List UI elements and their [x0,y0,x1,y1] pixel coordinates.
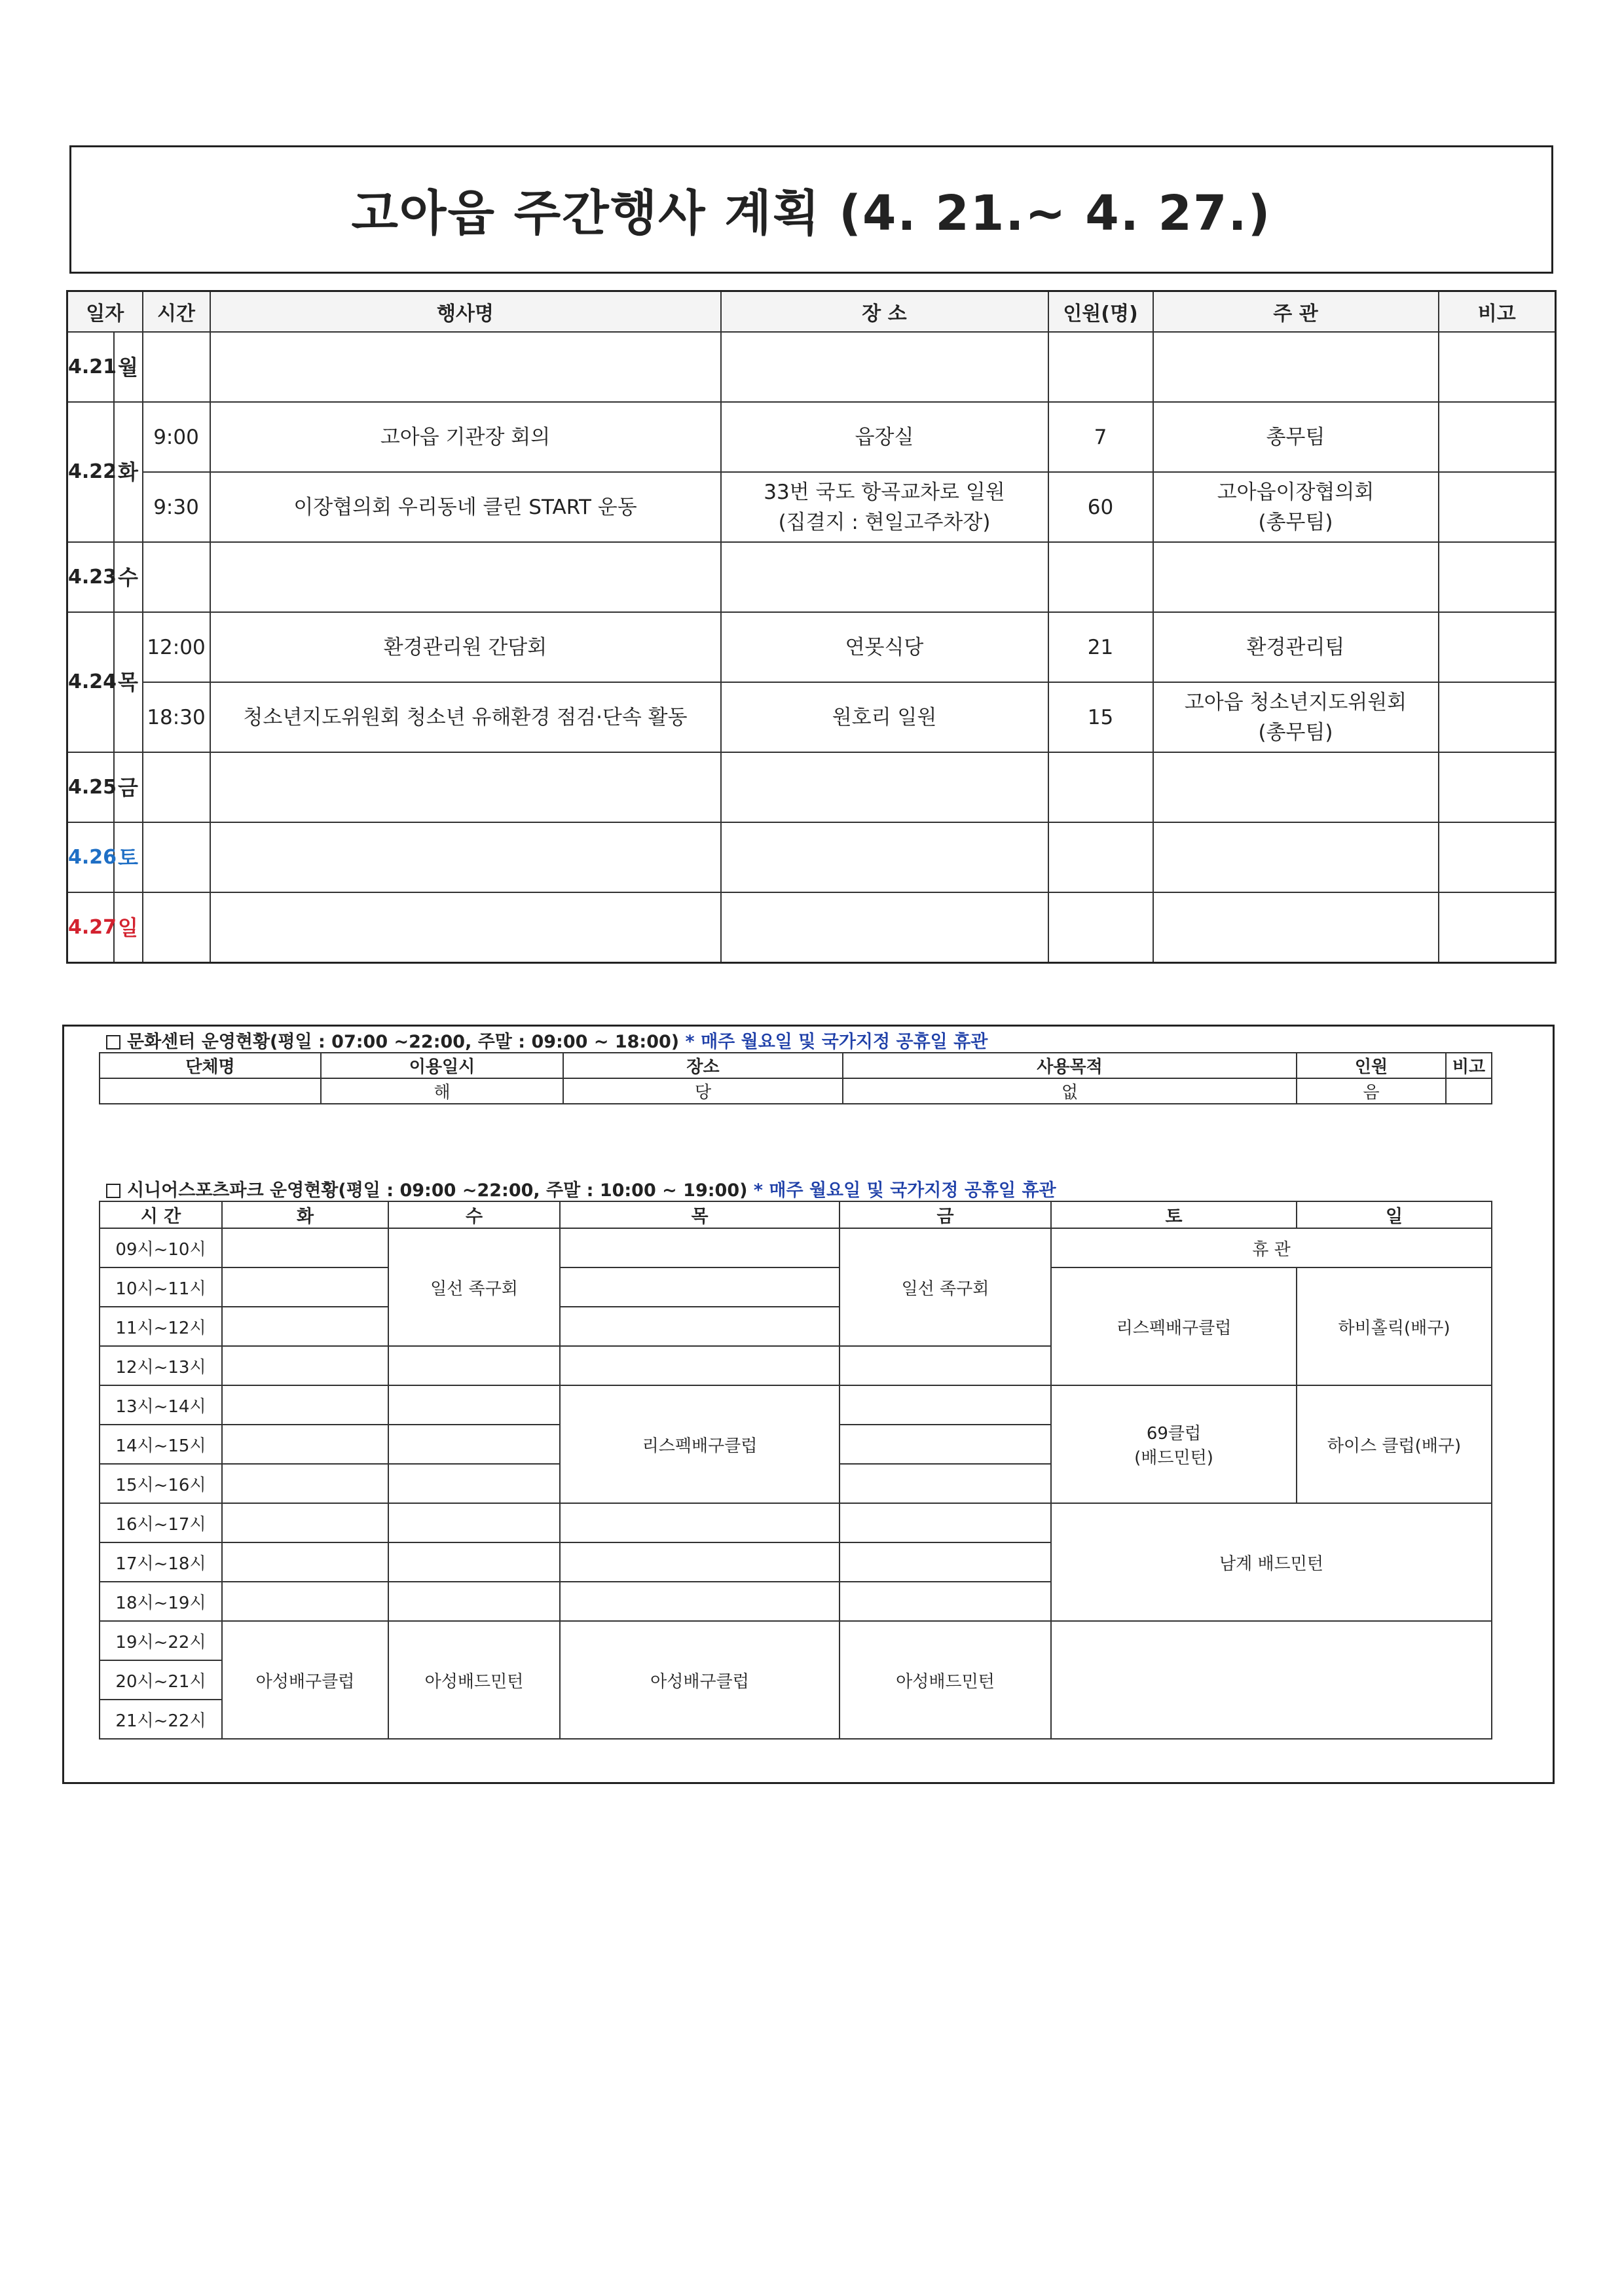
event-row [67,752,1556,822]
event-date: 4.27 [67,892,114,963]
culture-cell: 음 [1297,1078,1446,1104]
event-place: 연못식당 [721,612,1048,682]
event-row [67,822,1556,892]
event-place-line2: (집결지 : 현일고주차장) [778,510,991,534]
event-host-line1: 고아읍 청소년지도위원회 [1184,690,1407,714]
header-date: 일자 [67,291,143,333]
event-row [67,892,1556,963]
event-day-of-week: 토 [114,822,143,892]
sports-time: 12시~13시 [100,1346,222,1385]
event-time: 9:00 [143,402,210,472]
culture-closed-note: * 매주 월요일 및 국가지정 공휴일 휴관 [685,1032,988,1052]
sports-cell-sat [1051,1385,1297,1503]
culture-header-datetime: 이용일시 [321,1053,563,1078]
event-people: 7 [1048,402,1153,472]
event-host-line2: (총무팀) [1258,510,1333,534]
culture-table [99,1052,1492,1104]
event-name: 환경관리원 간담회 [210,612,721,682]
culture-cell: 없 [843,1078,1297,1104]
event-name: 고아읍 기관장 회의 [210,402,721,472]
sports-time: 18시~19시 [100,1582,222,1621]
sports-time: 13시~14시 [100,1385,222,1425]
sports-header-sat: 토 [1051,1201,1297,1228]
event-host [1153,682,1439,752]
event-date: 4.21 [67,332,114,402]
event-people: 21 [1048,612,1153,682]
event-row [67,472,1556,542]
sports-header-tue: 화 [222,1201,388,1228]
sports-time: 11시~12시 [100,1307,222,1346]
sports-row [100,1503,1492,1542]
culture-header-people: 인원 [1297,1053,1446,1078]
header-host: 주 관 [1153,291,1439,333]
sports-cell-sat: 리스펙배구클럽 [1051,1267,1297,1385]
header-note: 비고 [1439,291,1556,333]
title-box [69,145,1553,274]
sports-heading [106,1176,1056,1201]
event-date: 4.26 [67,822,114,892]
event-place: 읍장실 [721,402,1048,472]
event-time: 9:30 [143,472,210,542]
event-host-line1: 고아읍이장협의회 [1217,480,1375,504]
header-event: 행사명 [210,291,721,333]
event-day-of-week: 화 [114,402,143,542]
sports-header-sun: 일 [1297,1201,1492,1228]
event-time: 18:30 [143,682,210,752]
header-place: 장 소 [721,291,1048,333]
header-people: 인원(명) [1048,291,1153,333]
event-row [67,612,1556,682]
sports-closed-note: * 매주 월요일 및 국가지정 공휴일 휴관 [753,1180,1056,1201]
event-host-line2: (총무팀) [1258,720,1333,744]
sports-cell-fri: 아성배드민턴 [840,1621,1051,1739]
sports-row [100,1267,1492,1307]
sports-cell-thu: 아성배구클럽 [560,1621,840,1739]
sports-cell-wed: 아성배드민턴 [388,1621,560,1739]
sports-row [100,1621,1492,1660]
sports-row [100,1385,1492,1425]
checkbox-square-icon [106,1035,120,1049]
events-table [66,290,1557,964]
event-row [67,332,1556,402]
sports-time: 17시~18시 [100,1542,222,1582]
event-day-of-week: 금 [114,752,143,822]
header-time: 시간 [143,291,210,333]
page-title: 고아읍 주간행사 계획 (4. 21.~ 4. 27.) [351,185,1272,242]
event-row [67,682,1556,752]
event-host [1153,472,1439,542]
sports-time: 19시~22시 [100,1621,222,1660]
culture-heading [106,1027,987,1053]
sports-time: 09시~10시 [100,1228,222,1267]
event-day-of-week: 일 [114,892,143,963]
sports-cell-weekend: 남계 배드민턴 [1051,1503,1492,1621]
event-date: 4.23 [67,542,114,612]
culture-header-place: 장소 [563,1053,843,1078]
event-place-line1: 33번 국도 항곡교차로 일원 [764,480,1005,504]
sports-cell-sat-line2: (배드민턴) [1134,1448,1213,1468]
sports-table [99,1201,1492,1740]
sports-cell-fri: 일선 족구회 [840,1228,1051,1346]
sports-cell-sat-line1: 69클럽 [1146,1424,1202,1444]
sports-time: 21시~22시 [100,1700,222,1739]
culture-cell [100,1078,321,1104]
culture-cell [1446,1078,1492,1104]
sports-header-wed: 수 [388,1201,560,1228]
event-row [67,542,1556,612]
sports-time: 16시~17시 [100,1503,222,1542]
event-day-of-week: 월 [114,332,143,402]
event-host: 총무팀 [1153,402,1439,472]
culture-cell: 해 [321,1078,563,1104]
culture-header-group: 단체명 [100,1053,321,1078]
sports-header-fri: 금 [840,1201,1051,1228]
event-date: 4.25 [67,752,114,822]
sports-cell-weekend-closed: 휴 관 [1051,1228,1492,1267]
event-people: 60 [1048,472,1153,542]
events-header-row [67,291,1556,333]
event-name: 이장협의회 우리동네 클린 START 운동 [210,472,721,542]
event-time: 12:00 [143,612,210,682]
sports-header-time: 시 간 [100,1201,222,1228]
event-row [67,402,1556,472]
sports-header-thu: 목 [560,1201,840,1228]
sports-cell-sun: 하비홀릭(배구) [1297,1267,1492,1385]
event-people: 15 [1048,682,1153,752]
sports-cell-sun: 하이스 클럽(배구) [1297,1385,1492,1503]
sports-cell-tue: 아성배구클럽 [222,1621,388,1739]
culture-header-row [100,1053,1492,1078]
sports-heading-text: 시니어스포츠파크 운영현황(평일 : 09:00 ~22:00, 주말 : 10:00 ~ 19:00) [127,1180,748,1201]
event-host: 환경관리팀 [1153,612,1439,682]
event-name: 청소년지도위원회 청소년 유해환경 점검·단속 활동 [210,682,721,752]
event-place [721,472,1048,542]
event-place: 원호리 일원 [721,682,1048,752]
sports-row [100,1228,1492,1267]
culture-header-note: 비고 [1446,1053,1492,1078]
sports-time: 10시~11시 [100,1267,222,1307]
sports-cell-wed: 일선 족구회 [388,1228,560,1346]
culture-cell: 당 [563,1078,843,1104]
culture-heading-text: 문화센터 운영현황(평일 : 07:00 ~22:00, 주말 : 09:00 ~ 18:00) [127,1032,680,1052]
event-day-of-week: 목 [114,612,143,752]
event-date: 4.22 [67,402,114,542]
checkbox-square-icon [106,1184,120,1198]
sports-cell-thu: 리스펙배구클럽 [560,1385,840,1503]
sports-time: 20시~21시 [100,1660,222,1700]
event-date: 4.24 [67,612,114,752]
sports-header-row [100,1201,1492,1228]
sports-time: 14시~15시 [100,1425,222,1464]
sports-time: 15시~16시 [100,1464,222,1503]
culture-row [100,1078,1492,1104]
culture-header-purpose: 사용목적 [843,1053,1297,1078]
event-day-of-week: 수 [114,542,143,612]
